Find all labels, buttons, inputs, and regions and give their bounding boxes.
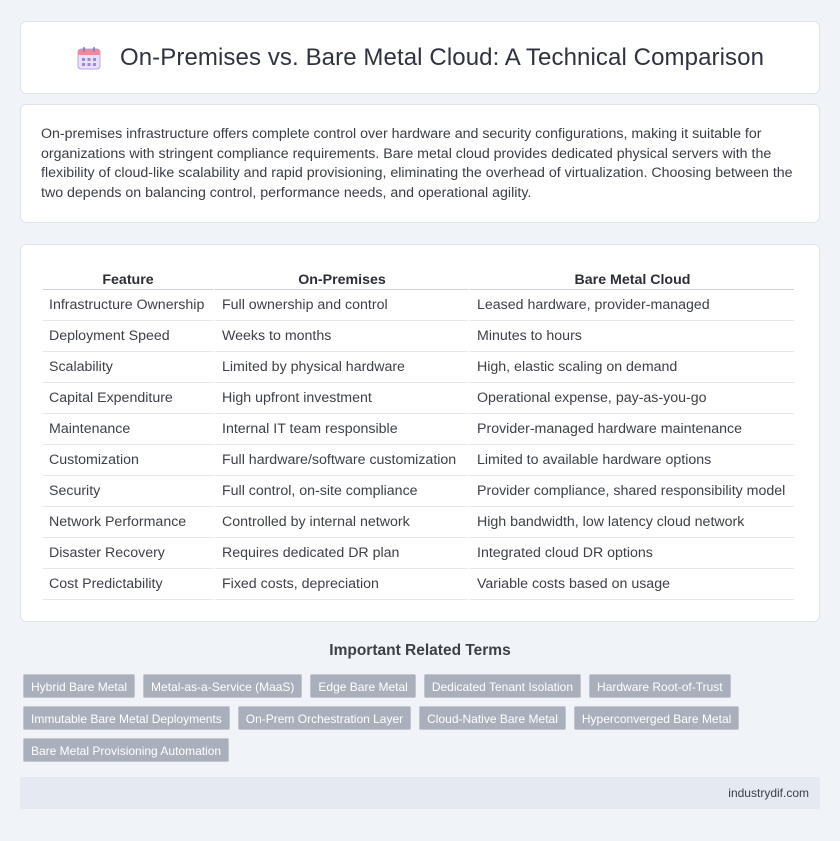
header-feature: Feature <box>43 267 213 290</box>
feature-cell: Security <box>43 476 213 507</box>
related-term-tag[interactable]: Immutable Bare Metal Deployments <box>23 706 230 730</box>
bare-metal-cell: High bandwidth, low latency cloud network <box>468 507 794 538</box>
intro-text: On-premises infrastructure offers complete control over hardware and security configurations, making it suitable for organizations with stringent compliance requirements. Bare metal cloud provides dedicated physical servers with the flexibility of cloud-like scalability and rapid provisioning, eliminating the overhead of virtualization. Choosing between the two depends on balancing control, performance needs, and operational agility. <box>41 126 793 201</box>
bare-metal-cell: Provider-managed hardware maintenance <box>468 414 794 445</box>
table-row <box>43 290 794 321</box>
header-bare-metal-cloud: Bare Metal Cloud <box>468 267 794 290</box>
table-row <box>43 538 794 569</box>
related-term-tag[interactable]: On-Prem Orchestration Layer <box>238 706 411 730</box>
related-term-tag[interactable]: Dedicated Tenant Isolation <box>424 674 581 698</box>
related-term-tag[interactable]: Cloud-Native Bare Metal <box>419 706 566 730</box>
feature-cell: Customization <box>43 445 213 476</box>
related-term-tag[interactable]: Hybrid Bare Metal <box>23 674 135 698</box>
bare-metal-cell: High, elastic scaling on demand <box>468 352 794 383</box>
table-row <box>43 445 794 476</box>
feature-cell: Capital Expenditure <box>43 383 213 414</box>
on-premises-cell: Limited by physical hardware <box>213 352 468 383</box>
table-row <box>43 321 794 352</box>
feature-cell: Deployment Speed <box>43 321 213 352</box>
feature-cell: Maintenance <box>43 414 213 445</box>
table-row <box>43 352 794 383</box>
feature-cell: Disaster Recovery <box>43 538 213 569</box>
page-title: On-Premises vs. Bare Metal Cloud: A Technical Comparison <box>119 43 765 71</box>
footer-site-link[interactable]: industrydif.com <box>728 786 809 800</box>
feature-cell: Scalability <box>43 352 213 383</box>
table-row <box>43 569 794 600</box>
on-premises-cell: Full hardware/software customization <box>213 445 468 476</box>
comparison-table <box>43 267 794 600</box>
bare-metal-cell: Variable costs based on usage <box>468 569 794 600</box>
on-premises-cell: Full control, on-site compliance <box>213 476 468 507</box>
feature-cell: Network Performance <box>43 507 213 538</box>
related-term-tag[interactable]: Hyperconverged Bare Metal <box>574 706 739 730</box>
on-premises-cell: High upfront investment <box>213 383 468 414</box>
bare-metal-cell: Integrated cloud DR options <box>468 538 794 569</box>
bare-metal-cell: Leased hardware, provider-managed <box>468 290 794 321</box>
on-premises-cell: Internal IT team responsible <box>213 414 468 445</box>
related-term-tag[interactable]: Hardware Root-of-Trust <box>589 674 731 698</box>
on-premises-cell: Controlled by internal network <box>213 507 468 538</box>
header-on-premises: On-Premises <box>213 267 468 290</box>
header-card <box>20 21 820 94</box>
related-term-tag[interactable]: Edge Bare Metal <box>310 674 415 698</box>
bare-metal-cell: Provider compliance, shared responsibility model <box>468 476 794 507</box>
feature-cell: Infrastructure Ownership <box>43 290 213 321</box>
related-term-tag[interactable]: Bare Metal Provisioning Automation <box>23 738 229 762</box>
intro-card <box>20 104 820 223</box>
table-row <box>43 383 794 414</box>
feature-cell: Cost Predictability <box>43 569 213 600</box>
table-row <box>43 476 794 507</box>
related-terms-title: Important Related Terms <box>329 642 511 659</box>
on-premises-cell: Weeks to months <box>213 321 468 352</box>
footer <box>20 777 820 809</box>
calendar-icon <box>76 45 102 71</box>
on-premises-cell: Fixed costs, depreciation <box>213 569 468 600</box>
table-row <box>43 414 794 445</box>
on-premises-cell: Requires dedicated DR plan <box>213 538 468 569</box>
bare-metal-cell: Operational expense, pay-as-you-go <box>468 383 794 414</box>
related-terms-list <box>23 674 803 762</box>
comparison-table-card <box>20 244 820 622</box>
bare-metal-cell: Minutes to hours <box>468 321 794 352</box>
table-header-row <box>43 267 794 290</box>
bare-metal-cell: Limited to available hardware options <box>468 445 794 476</box>
related-term-tag[interactable]: Metal-as-a-Service (MaaS) <box>143 674 302 698</box>
title-wrap <box>76 44 764 72</box>
table-row <box>43 507 794 538</box>
on-premises-cell: Full ownership and control <box>213 290 468 321</box>
